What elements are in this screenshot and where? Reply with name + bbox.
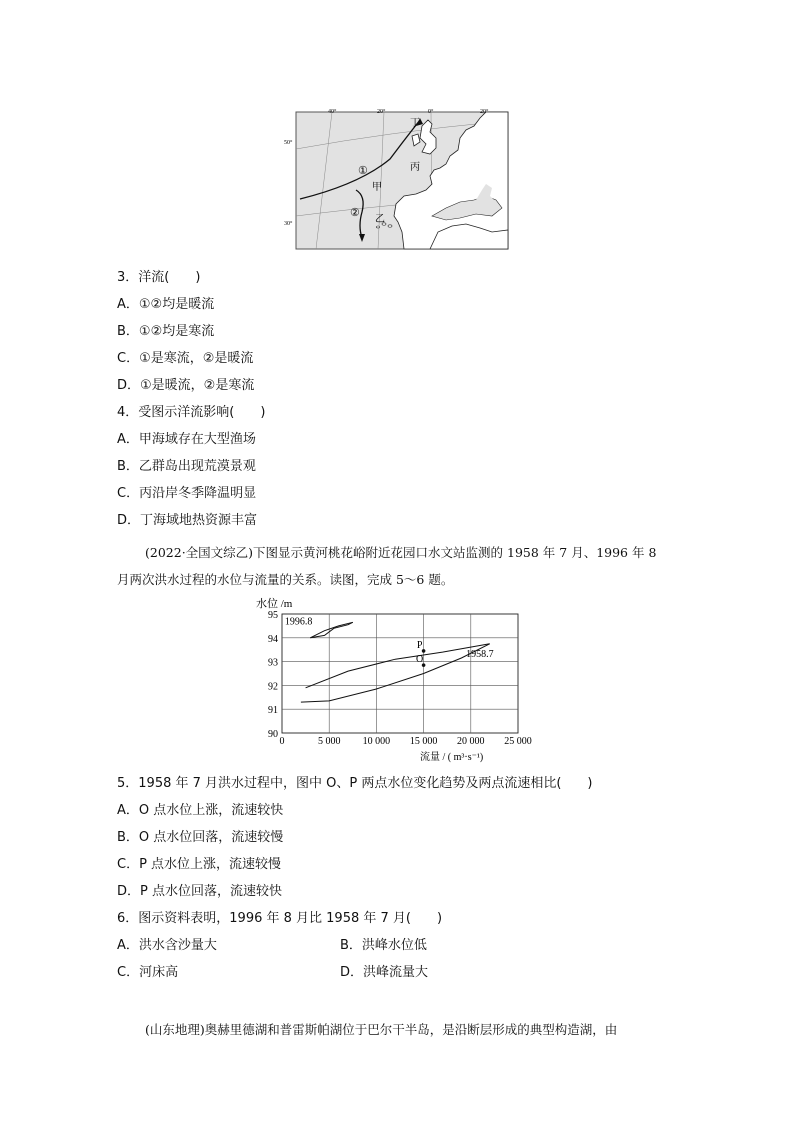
series-1958.7-upper [306,644,490,688]
option-a[interactable]: A．O 点水位上涨，流速较快 [117,803,284,818]
option-c[interactable]: C．丙沿岸冬季降温明显 [117,486,257,501]
option-c[interactable]: C．P 点水位上涨，流速较慢 [117,857,282,872]
svg-text:乙: 乙 [375,214,385,225]
x-tick-label: 25 000 [504,736,532,747]
option-b[interactable]: B．乙群岛出现荒漠景观 [117,459,256,474]
option-d[interactable]: D．洪峰流量大 [340,965,429,980]
point-label-O: O [415,654,424,666]
option-a[interactable]: A．①②均是暖流 [117,297,215,312]
y-tick-label: 94 [268,633,278,645]
svg-text:30°: 30° [284,221,293,227]
svg-text:20°: 20° [377,109,386,115]
svg-text:50°: 50° [284,140,293,146]
option-c[interactable]: C．①是寒流，②是暖流 [117,351,254,366]
option-b[interactable]: B．洪峰水位低 [340,938,427,953]
svg-text:20°: 20° [480,109,489,115]
x-tick-label: 20 000 [457,736,485,747]
option-c[interactable]: C．河床高 [117,965,179,980]
option-b[interactable]: B．①②均是寒流 [117,324,215,339]
series-label-1996: 1996.8 [284,616,313,628]
water-level-discharge-chart [248,594,548,766]
x-tick-label: 15 000 [409,736,438,747]
option-d[interactable]: D．丁海域地热资源丰富 [117,513,258,528]
svg-text:甲: 甲 [372,182,382,193]
question-stem: 5．1958 年 7 月洪水过程中，图中 O、P 两点水位变化趋势及两点流速相比( ) [117,776,593,791]
x-tick-label: 10 000 [362,736,391,747]
passage-intro [117,539,687,593]
svg-text:0°: 0° [428,109,434,115]
svg-text:①: ① [358,165,368,177]
y-axis-label: 水位 /m [256,598,293,610]
plot-frame [282,614,518,733]
x-tick-label: 5 000 [317,736,341,747]
question-stem: 3．洋流( ) [117,270,201,285]
x-tick-label: 0 [279,736,285,747]
series-1996.8-lower [310,622,353,638]
svg-text:丁: 丁 [410,118,420,129]
y-tick-label: 92 [268,681,278,693]
y-tick-label: 95 [268,610,278,621]
series-label-1958: 1958.7 [466,648,494,660]
option-a[interactable]: A．洪水含沙量大 [117,938,217,953]
y-tick-label: 90 [268,729,278,740]
passage-line: (2022·全国文综乙)下图显示黄河桃花峪附近花园口水文站监测的 1958 年 7 月、1996 年 8 [145,545,657,560]
ocean-current-map [280,104,520,252]
point-label-P: P [416,639,423,651]
x-axis-label: 流量 / ( m³·s⁻¹) [420,752,484,763]
option-b[interactable]: B．O 点水位回落，流速较慢 [117,830,284,845]
y-tick-label: 93 [268,657,278,669]
passage-line: 月两次洪水过程的水位与流量的关系。读图，完成 5～6 题。 [117,572,454,587]
svg-text:40°: 40° [328,109,337,115]
option-d[interactable]: D．P 点水位回落，流速较快 [117,884,282,899]
option-a[interactable]: A．甲海域存在大型渔场 [117,432,256,447]
svg-text:丙: 丙 [410,162,420,173]
passage-line: (山东地理)奥赫里德湖和普雷斯帕湖位于巴尔干半岛，是沿断层形成的典型构造湖，由 [145,1022,618,1037]
option-d[interactable]: D．①是暖流，②是寒流 [117,378,255,393]
passage-intro-2 [117,1016,687,1043]
question-stem: 4．受图示洋流影响( ) [117,405,266,420]
question-stem: 6．图示资料表明，1996 年 8 月比 1958 年 7 月( ) [117,911,443,926]
y-tick-label: 91 [268,705,278,717]
svg-text:②: ② [350,207,360,219]
